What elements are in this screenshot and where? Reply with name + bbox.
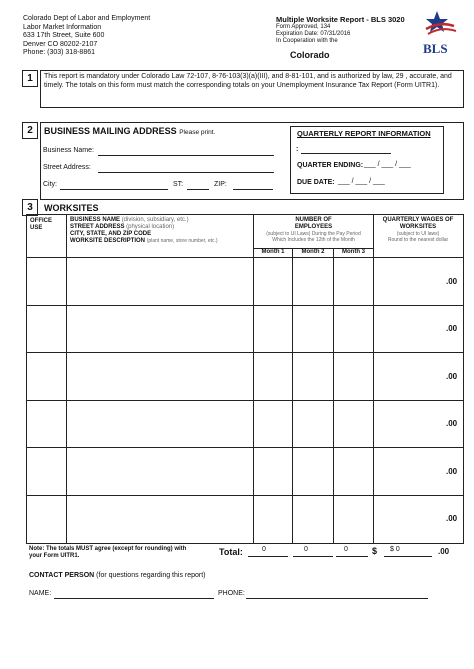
zip-label: ZIP: <box>214 181 227 188</box>
state-field[interactable] <box>187 189 209 190</box>
quarterly-colon: : <box>296 146 299 153</box>
contact-note: (for questions regarding this report) <box>96 572 206 579</box>
total-month-2[interactable]: 0 <box>304 546 308 553</box>
row-wages-cents[interactable]: .00 <box>446 277 458 286</box>
table-divider <box>26 495 463 496</box>
agency-line: Labor Market Information <box>23 23 102 31</box>
total-label: Total: <box>219 547 243 557</box>
table-divider <box>373 214 374 543</box>
city-label: City: <box>43 181 57 188</box>
street-col: STREET ADDRESS <box>70 224 125 230</box>
row-wages-cents[interactable]: .00 <box>446 372 458 381</box>
bls-logo <box>420 9 462 56</box>
total-month-2-line <box>293 556 333 557</box>
business-name-col: BUSINESS NAME <box>70 217 121 223</box>
table-divider <box>26 305 463 306</box>
expiration-date: Expiration Date: 07/31/2016 <box>276 31 351 37</box>
section-number-3: 3 <box>22 199 38 216</box>
contact-phone-label: PHONE: <box>218 590 245 597</box>
table-divider <box>26 352 463 353</box>
total-wages[interactable]: $ 0 <box>390 546 400 553</box>
table-divider <box>26 400 463 401</box>
table-divider <box>26 257 463 258</box>
state-name: Colorado <box>290 50 330 60</box>
agency-line: Denver CO 80202-2107 <box>23 40 98 48</box>
cooperation-note: In Cooperation with the <box>276 38 338 44</box>
report-title: Multiple Worksite Report - BLS 3020 <box>276 15 405 24</box>
employees-note-1: (subject to UI Laws) During the Pay Period <box>266 231 361 237</box>
business-name-col-note: (division, subsidiary, etc.) <box>121 217 189 223</box>
section-number-1: 1 <box>22 70 38 87</box>
wages-col: QUARTERLY WAGES OF WORKSITES <box>382 217 454 230</box>
business-address-title: BUSINESS MAILING ADDRESS <box>44 126 177 136</box>
city-field[interactable] <box>60 189 168 190</box>
month-2-header: Month 2 <box>301 249 325 255</box>
state-label: ST: <box>173 181 184 188</box>
table-divider <box>66 214 67 543</box>
contact-phone-field[interactable] <box>246 598 428 599</box>
street-address-label: Street Address: <box>43 164 91 171</box>
street-col-note: (physical location) <box>126 224 175 230</box>
mandatory-notice: This report is mandatory under Colorado Law 72-107, 8-76-103(3)(a)(III), and 8-81-101, and is authorized by law, 29 , accurate, and timely. The totals on this form must match the corresponding totals on your Unemployment Insurance Tax Report (Form UITR1). <box>44 73 452 89</box>
wages-header <box>374 217 462 243</box>
quarter-ending-field[interactable]: ___ / ___ / ___ <box>364 161 411 168</box>
month-1-header: Month 1 <box>261 249 285 255</box>
contact-name-field[interactable] <box>54 598 214 599</box>
total-wages-cents: .00 <box>438 547 450 556</box>
section-number-2: 2 <box>22 122 38 139</box>
agency-line: 633 17th Street, Suite 600 <box>23 32 105 39</box>
form-approved: Form Approved, 134 <box>276 24 331 30</box>
quarter-ending-label: QUARTER ENDING: <box>297 162 364 169</box>
table-divider <box>333 248 334 543</box>
desc-col-note: (plant name, store number, etc.) <box>146 238 218 244</box>
zip-field[interactable] <box>233 189 273 190</box>
agency-line: Phone: (303) 318-8861 <box>23 49 95 56</box>
total-month-1-line <box>248 556 288 557</box>
agency-address <box>23 15 150 58</box>
bls-logo-text: BLS <box>423 41 448 56</box>
worksites-heading: WORKSITES <box>44 203 99 213</box>
dollar-sign: $ <box>372 546 378 556</box>
star-icon <box>420 9 462 39</box>
row-wages-cents[interactable]: .00 <box>446 514 458 523</box>
totals-note: Note: The totals MUST agree (except for rounding) with your Form UITR1. <box>29 546 187 559</box>
row-wages-cents[interactable]: .00 <box>446 324 458 333</box>
business-name-label: Business Name: <box>43 147 94 154</box>
total-month-1[interactable]: 0 <box>262 546 266 553</box>
quarterly-id-field[interactable] <box>301 153 391 154</box>
wages-note-1: (subject to UI laws) <box>396 231 440 237</box>
table-divider <box>292 248 293 543</box>
due-date-field[interactable]: ___ / ___ / ___ <box>338 178 385 185</box>
employees-col: NUMBER OF EMPLOYEES <box>294 217 333 230</box>
row-wages-cents[interactable]: .00 <box>446 419 458 428</box>
worksite-info-header <box>70 217 252 245</box>
city-col: CITY, STATE, AND ZIP CODE <box>70 231 152 237</box>
wages-note-2: Round to the nearest dollar <box>387 237 449 243</box>
table-divider <box>253 214 254 543</box>
contact-heading <box>29 572 206 579</box>
total-month-3-line <box>336 556 368 557</box>
desc-col: WORKSITE DESCRIPTION <box>70 238 146 244</box>
contact-title: CONTACT PERSON <box>29 572 95 579</box>
street-address-field[interactable] <box>98 172 274 173</box>
quarterly-info-heading: QUARTERLY REPORT INFORMATION <box>297 129 431 138</box>
row-wages-cents[interactable]: .00 <box>446 467 458 476</box>
employees-header <box>254 217 373 243</box>
month-3-header: Month 3 <box>342 249 365 255</box>
total-wages-line <box>384 556 432 557</box>
due-date-label: DUE DATE: <box>297 179 335 186</box>
total-month-3[interactable]: 0 <box>344 546 348 553</box>
business-address-heading <box>44 126 215 136</box>
business-name-field[interactable] <box>98 155 274 156</box>
table-divider <box>26 447 463 448</box>
agency-line: Colorado Dept of Labor and Employment <box>23 15 151 22</box>
employees-note-2: Which Includes the 12th of the Month <box>272 237 355 243</box>
office-use-header: OFFICE USE <box>30 218 52 231</box>
report-title-block <box>276 15 405 60</box>
contact-name-label: NAME: <box>29 590 52 597</box>
business-address-note: Please print. <box>179 129 216 136</box>
